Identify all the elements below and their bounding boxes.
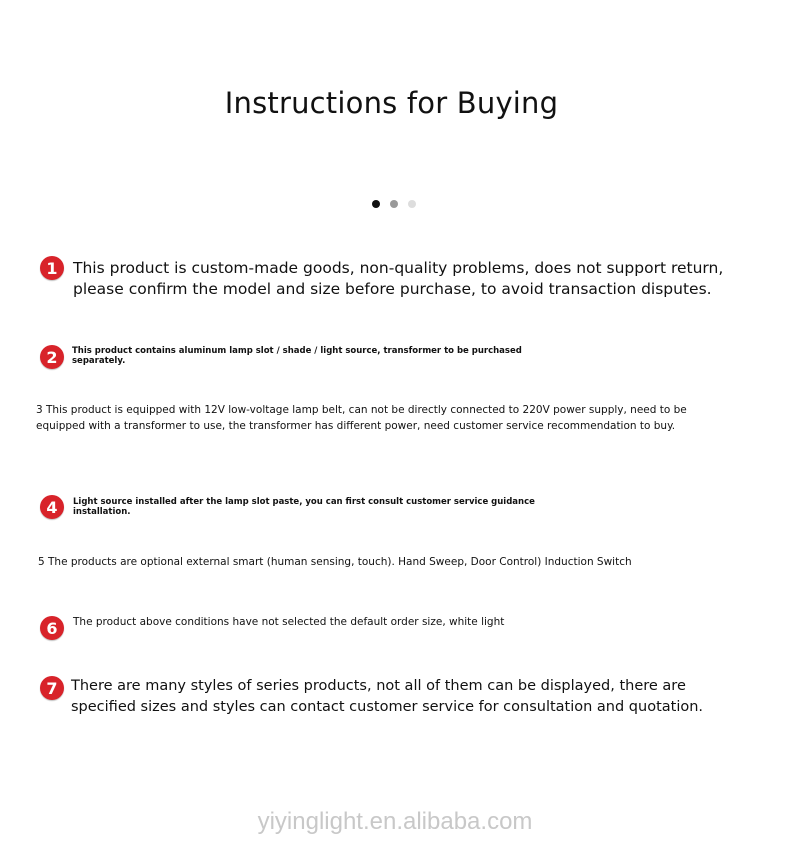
carousel-dot-2[interactable] <box>390 200 398 208</box>
instruction-item-7: There are many styles of series products, not all of them can be displayed, there are specified sizes and styles can contact customer service for consultation and quotation. <box>71 678 704 715</box>
carousel-dot-3[interactable] <box>408 200 416 208</box>
number-badge-6: 6 <box>40 616 64 640</box>
instruction-item-6: The product above conditions have not selected the default order size, white light <box>73 616 505 628</box>
instruction-item-1: This product is custom-made goods, non-quality problems, does not support return, please confirm the model and size before purchase, to avoid transaction disputes. <box>73 259 724 298</box>
carousel-dots <box>372 200 416 208</box>
number-badge-1: 1 <box>40 256 64 280</box>
number-badge-4: 4 <box>40 495 64 519</box>
instruction-item-3: 3 This product is equipped with 12V low-voltage lamp belt, can not be directly connected to 220V power supply, need to be equipped with a transformer to use, the transformer has different power, need customer service recommendation to buy. <box>36 404 687 432</box>
instruction-item-2: This product contains aluminum lamp slot / shade / light source, transformer to be purchased separately. <box>72 346 522 366</box>
page-title: Instructions for Buying <box>224 86 559 120</box>
watermark: yiyinglight.en.alibaba.com <box>257 808 533 835</box>
carousel-dot-1[interactable] <box>372 200 380 208</box>
number-badge-7: 7 <box>40 676 64 700</box>
instruction-item-5: 5 The products are optional external smart (human sensing, touch). Hand Sweep, Door Control) Induction Switch <box>38 556 632 568</box>
number-badge-2: 2 <box>40 345 64 369</box>
instruction-item-4: Light source installed after the lamp slot paste, you can first consult customer service guidance installation. <box>73 497 535 517</box>
